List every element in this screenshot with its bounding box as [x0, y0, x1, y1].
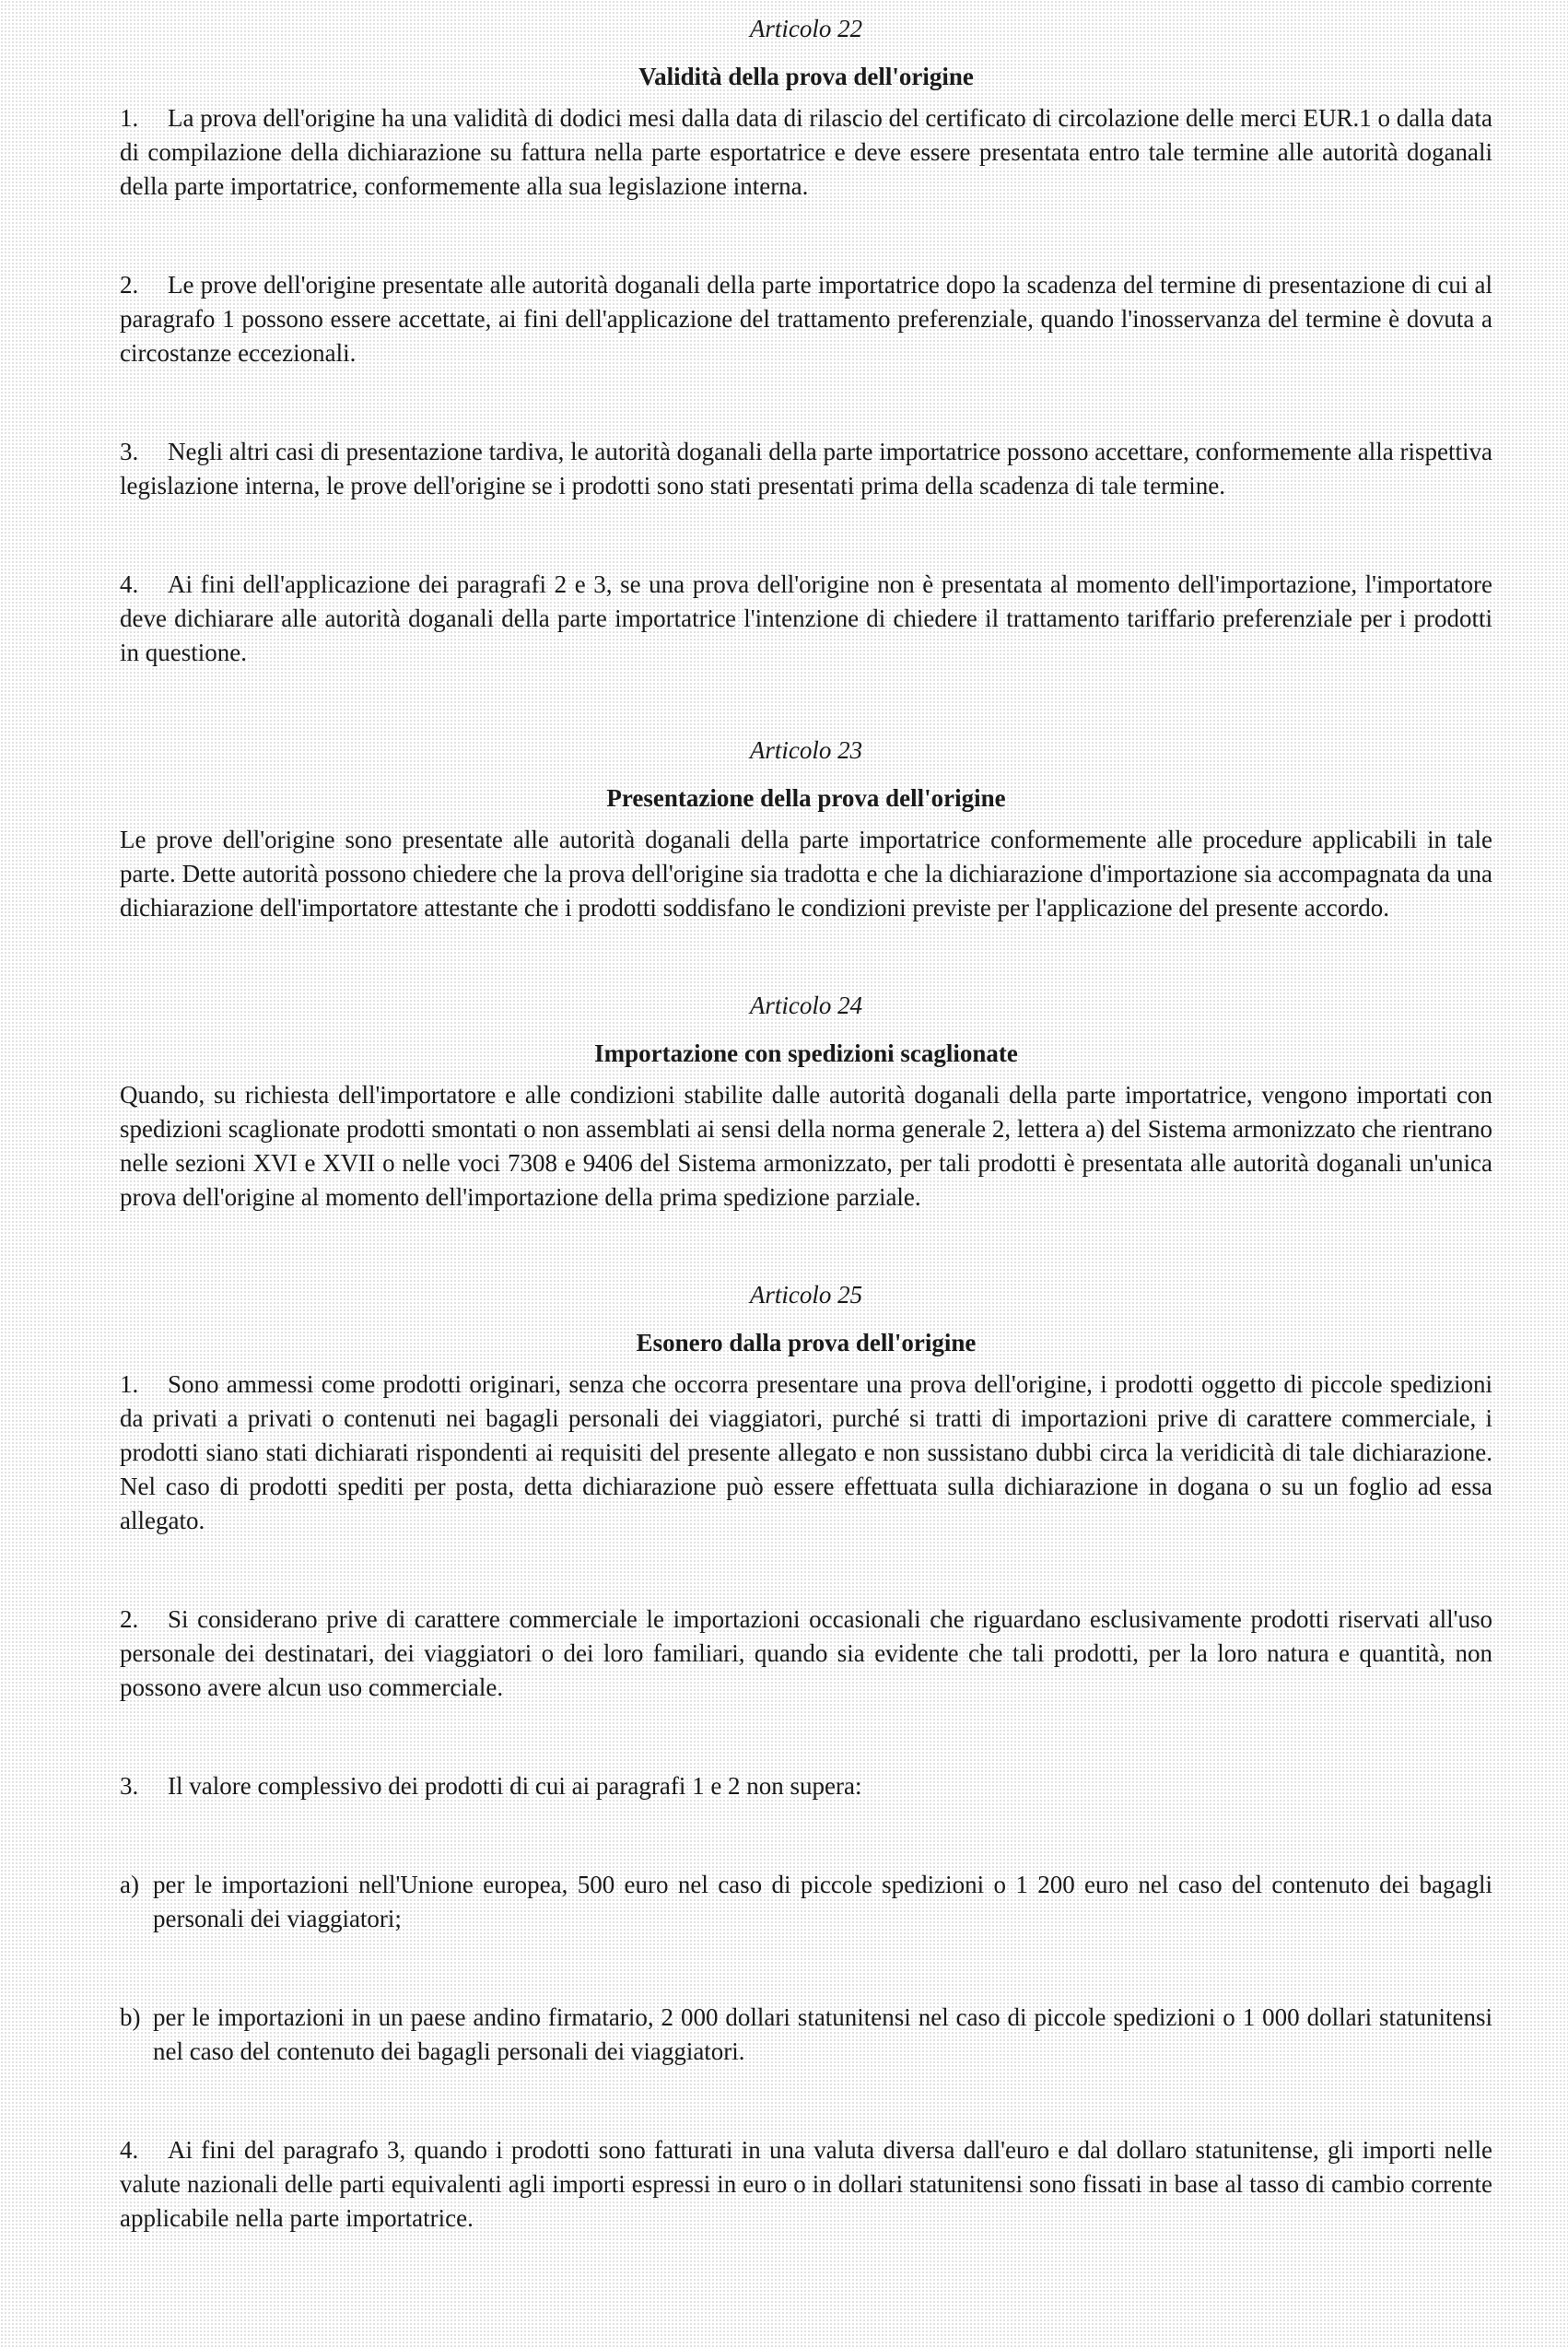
paragraph: [120, 1603, 1492, 1705]
article-title: Validità della prova dell'origine: [638, 63, 974, 90]
paragraph-text: Le prove dell'origine presentate alle autorità doganali della parte importatrice dopo la scadenza del termine di presentazione di cui al paragrafo 1 possono essere accettate, ai fini dell'applicazione del trattamento preferenziale, quando l'inosservanza del termine è dovuta a circostanze eccezionali.: [120, 271, 1492, 367]
article-23: [120, 734, 1492, 925]
list-item: [120, 2001, 1492, 2069]
article-body: Quando, su richiesta dell'importatore e alle condizioni stabilite dalle autorità doganali della parte importatrice, vengono importati con spedizioni scaglionate prodotti smontati o non assemblati ai sensi della norma generale 2, lettera a) del Sistema armonizzato che rientrano nelle sezioni XVI e XVII o nelle voci 7308 e 9406 del Sistema armonizzato, per tali prodotti è presentata alle autorità doganali un'unica prova dell'origine al momento dell'importazione della prima spedizione parziale.: [120, 1081, 1492, 1211]
article-title: Esonero dalla prova dell'origine: [636, 1329, 977, 1356]
article-title: Presentazione della prova dell'origine: [606, 784, 1006, 812]
paragraph-text: Negli altri casi di presentazione tardiva, le autorità doganali della parte importatrice possono accettare, conformemente alla rispettiva legislazione interna, le prove dell'origine se i prodotti sono stati presentati prima della scadenza di tale termine.: [120, 438, 1492, 499]
paragraph-number: 4.: [120, 2136, 139, 2164]
paragraph-number: 4.: [120, 570, 139, 598]
paragraph: [120, 435, 1492, 503]
paragraph: [120, 568, 1492, 670]
list-item: [120, 1868, 1492, 1936]
article-title: Importazione con spedizioni scaglionate: [594, 1039, 1018, 1067]
list-item-label: b): [120, 2003, 141, 2031]
paragraph-text: Il valore complessivo dei prodotti di cui ai paragrafi 1 e 2 non supera:: [168, 1772, 862, 1800]
article-22: [120, 13, 1492, 670]
article-number: Articolo 22: [749, 15, 863, 42]
paragraph: [120, 2133, 1492, 2236]
paragraph: [120, 1769, 1492, 1803]
article-number: Articolo 25: [749, 1281, 863, 1309]
paragraph: [120, 1368, 1492, 1538]
paragraph-text: Sono ammessi come prodotti originari, senza che occorra presentare una prova dell'origine, i prodotti oggetto di piccole spedizioni da privati a privati o contenuti nei bagagli personali dei viaggiatori, purché si tratti di importazioni prive di carattere commerciale, i prodotti siano stati dichiarati rispondenti ai requisiti del presente allegato e non sussistano dubbi circa la veridicità di tale dichiarazione. Nel caso di prodotti spediti per posta, detta dichiarazione può essere effettuata sulla dichiarazione in dogana o su un foglio ad essa allegato.: [120, 1370, 1492, 1534]
paragraph-text: Ai fini dell'applicazione dei paragrafi 2 e 3, se una prova dell'origine non è presentata al momento dell'importazione, l'importatore deve dichiarare alle autorità doganali della parte importatrice l'intenzione di chiedere il trattamento tariffario preferenziale per i prodotti in questione.: [120, 570, 1492, 666]
paragraph-number: 3.: [120, 438, 139, 465]
article-number: Articolo 23: [749, 736, 863, 764]
list-item-text: per le importazioni in un paese andino firmatario, 2 000 dollari statunitensi nel caso di piccole spedizioni o 1 000 dollari statunitensi nel caso del contenuto dei bagagli personali dei viaggiatori.: [153, 2003, 1492, 2065]
article-number: Articolo 24: [749, 992, 863, 1019]
paragraph: [120, 268, 1492, 370]
article-body: Le prove dell'origine sono presentate alle autorità doganali della parte importatrice conformemente alle procedure applicabili in tale parte. Dette autorità possono chiedere che la prova dell'origine sia tradotta e che la dichiarazione d'importazione sia accompagnata da una dichiarazione dell'importatore attestante che i prodotti soddisfano le condizioni previste per l'applicazione del presente accordo.: [120, 826, 1492, 922]
paragraph-number: 3.: [120, 1772, 139, 1800]
list-item-label: a): [120, 1871, 139, 1898]
paragraph-number: 1.: [120, 1370, 139, 1398]
paragraph-number: 2.: [120, 1605, 139, 1633]
article-25: [120, 1279, 1492, 2236]
paragraph-text: Ai fini del paragrafo 3, quando i prodotti sono fatturati in una valuta diversa dall'euro e dal dollaro statunitense, gli importi nelle valute nazionali delle parti equivalenti agli importi espressi in euro o in dollari statunitensi sono fissati in base al tasso di cambio corrente applicabile nella parte importatrice.: [120, 2136, 1492, 2232]
paragraph-text: La prova dell'origine ha una validità di dodici mesi dalla data di rilascio del certificato di circolazione delle merci EUR.1 o dalla data di compilazione della dichiarazione su fattura nella parte esportatrice e deve essere presentata entro tale termine alle autorità doganali della parte importatrice, conformemente alla sua legislazione interna.: [120, 104, 1492, 200]
paragraph-text: Si considerano prive di carattere commerciale le importazioni occasionali che riguardano esclusivamente prodotti riservati all'uso personale dei destinatari, dei viaggiatori o dei loro familiari, quando sia evidente che tali prodotti, per la loro natura e quantità, non possono avere alcun uso commerciale.: [120, 1605, 1492, 1701]
paragraph-number: 1.: [120, 104, 139, 132]
paragraph: [120, 101, 1492, 204]
list-item-text: per le importazioni nell'Unione europea, 500 euro nel caso di piccole spedizioni o 1 200 euro nel caso del contenuto dei bagagli personali dei viaggiatori;: [153, 1871, 1492, 1932]
paragraph-number: 2.: [120, 271, 139, 299]
article-24: [120, 990, 1492, 1215]
